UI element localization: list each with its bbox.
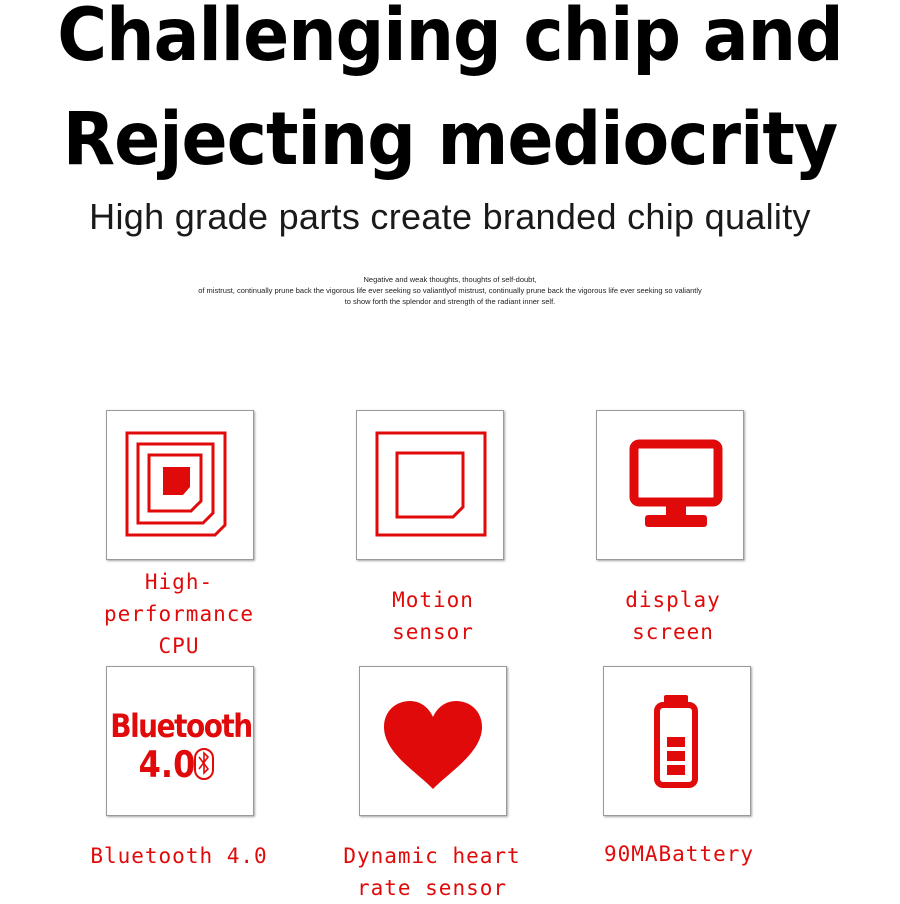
feature-tile-bluetooth [106, 666, 254, 816]
feature-label-heart-rate [318, 840, 546, 904]
label-line: Dynamic heart [343, 844, 521, 868]
label-line: 90MABattery [603, 842, 755, 866]
label-line: CPU [158, 634, 200, 658]
label-line: screen [632, 620, 714, 644]
bluetooth-word: Bluetooth [110, 708, 252, 746]
feature-label-cpu [76, 566, 282, 662]
feature-tile-battery [603, 666, 751, 816]
bluetooth-icon [107, 667, 253, 815]
bluetooth-rune-icon [195, 749, 213, 779]
body-text-line-3: to show forth the splendor and strength of the radiant inner self. [344, 297, 556, 306]
feature-tile-cpu [106, 410, 254, 560]
feature-tile-heart-rate [359, 666, 507, 816]
label-line: sensor [392, 620, 474, 644]
label-line: rate sensor [356, 876, 508, 900]
label-line: display [625, 588, 721, 612]
headline-line-1: Challenging chip and [57, 0, 843, 79]
battery-icon [604, 667, 750, 815]
body-text-line-1: Negative and weak thoughts, thoughts of self-doubt, [363, 275, 537, 284]
feature-label-bluetooth [66, 840, 292, 872]
heart-icon [360, 667, 506, 815]
label-line: High- [144, 570, 214, 594]
body-text-line-2: of mistrust, continually prune back the vigorous life ever seeking so valiantlyof mistrust, continually prune back the vigorous life ever seeking so valiantly [198, 286, 702, 295]
feature-label-battery [576, 838, 782, 870]
label-line: Motion [392, 588, 474, 612]
cpu-chip-icon [107, 411, 253, 559]
label-line: performance [103, 602, 255, 626]
bluetooth-version: 4.0 [138, 743, 196, 787]
headline-line-2: Rejecting mediocrity [62, 96, 838, 183]
feature-tile-display [596, 410, 744, 560]
feature-label-display [570, 584, 776, 648]
label-line: Bluetooth 4.0 [90, 844, 268, 868]
monitor-icon [597, 411, 743, 559]
motion-sensor-icon [357, 411, 503, 559]
feature-label-motion-sensor [330, 584, 536, 648]
feature-tile-motion-sensor [356, 410, 504, 560]
subtitle: High grade parts create branded chip quality [89, 196, 811, 237]
